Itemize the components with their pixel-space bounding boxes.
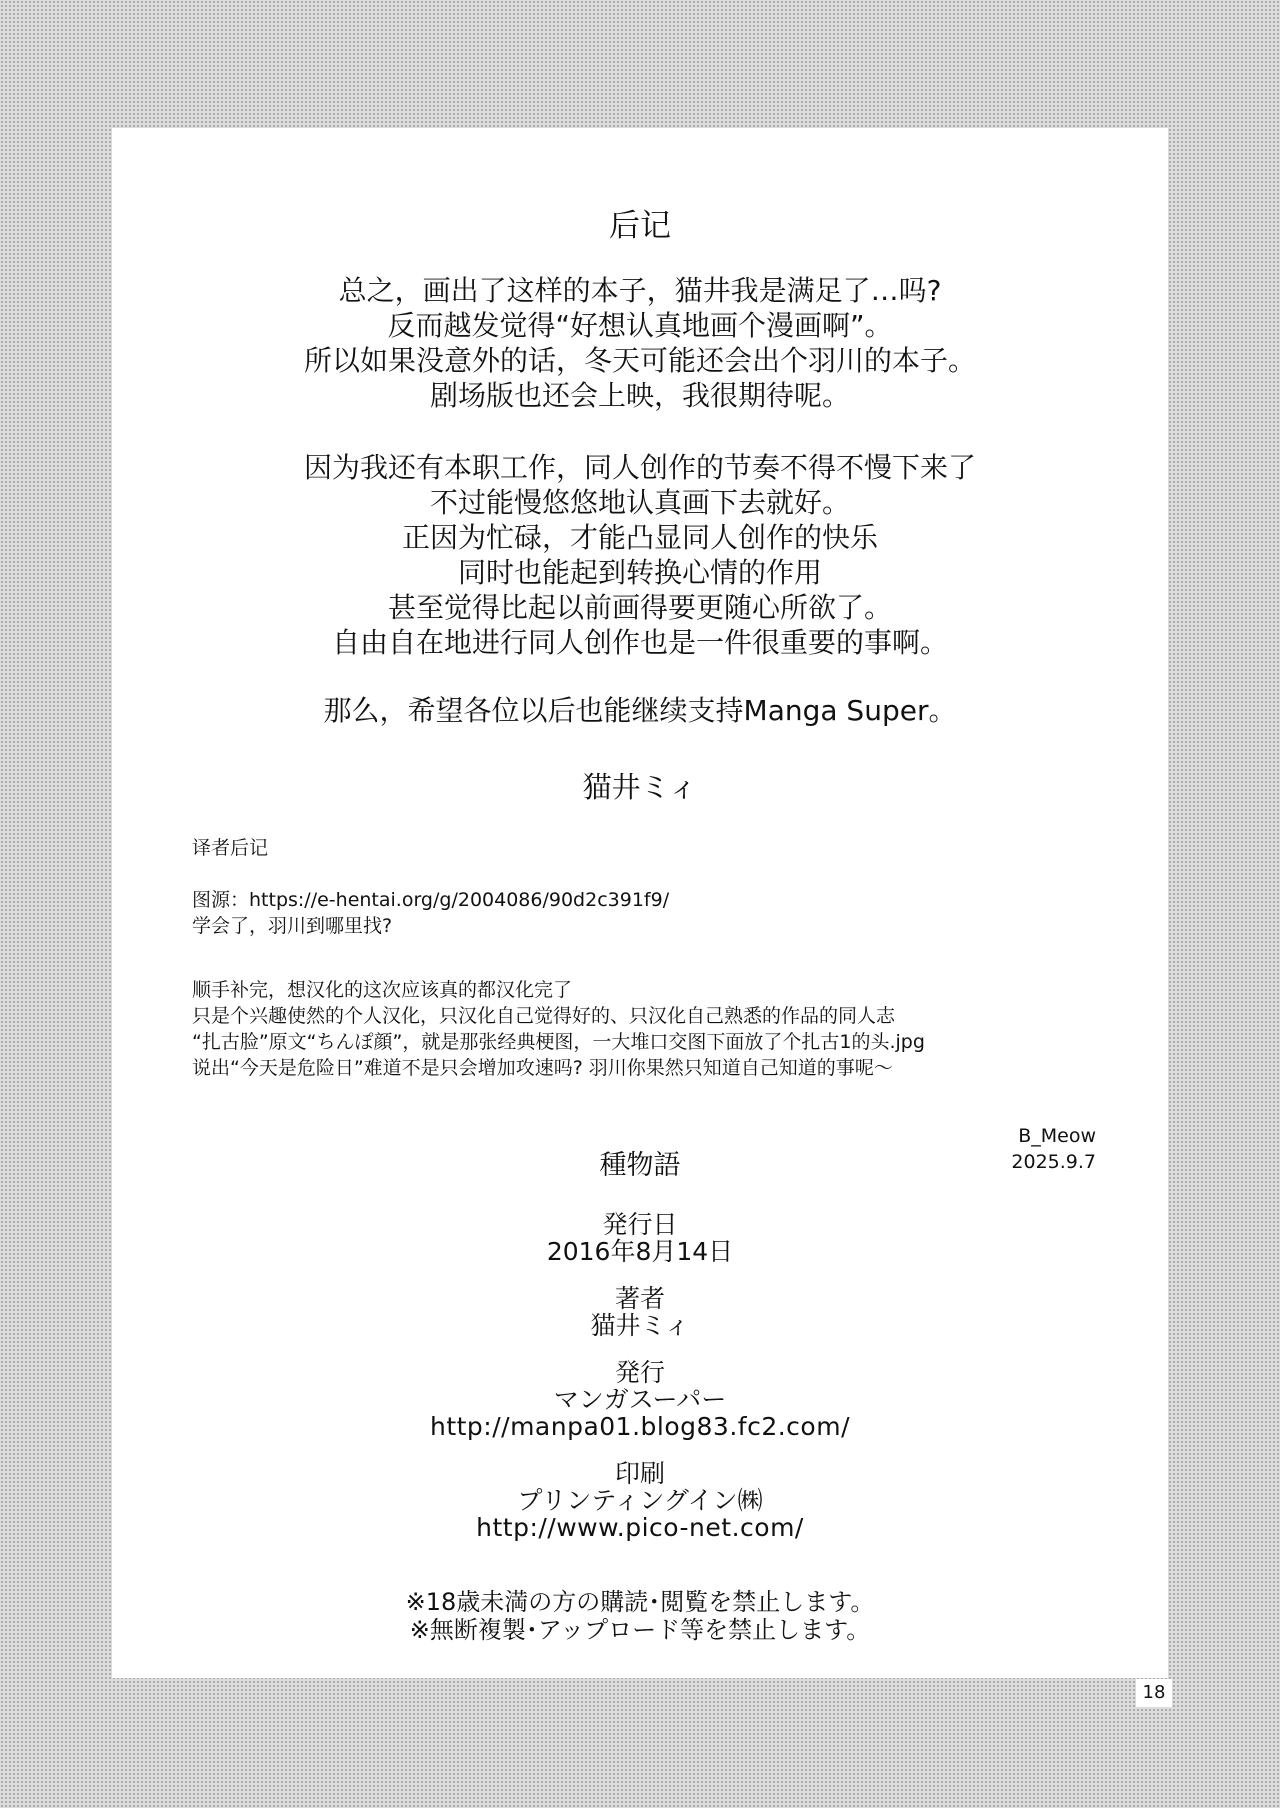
afterword-paragraph-2 bbox=[112, 450, 1168, 660]
translation-date: 2025.9.7 bbox=[1011, 1151, 1096, 1173]
text-line: 顺手补完，想汉化的这次应该真的都汉化完了 bbox=[192, 979, 573, 1001]
release-group bbox=[112, 1211, 1168, 1265]
text-line: 甚至觉得比起以前画得要更随心所欲了。 bbox=[387, 591, 892, 624]
source-line: 图源：https://e-hentai.org/g/2004086/90d2c391f9/ bbox=[192, 889, 670, 911]
book-title: 種物語 bbox=[599, 1150, 681, 1181]
author-group bbox=[112, 1285, 1168, 1339]
afterword-title: 后记 bbox=[609, 208, 671, 244]
age-warning: ※18歳未満の方の購読･閲覧を禁止します。 bbox=[405, 1588, 875, 1616]
author-label: 著者 bbox=[614, 1284, 665, 1313]
colophon bbox=[112, 1152, 1168, 1561]
translator-note-title: 译者后记 bbox=[192, 837, 269, 859]
text-line: 总之，画出了这样的本子，猫井我是满足了…吗? bbox=[338, 274, 942, 307]
text-line: 学会了，羽川到哪里找? bbox=[192, 915, 393, 937]
text-line: 说出“今天是危险日”难道不是只会增加攻速吗? 羽川你果然只知道自己知道的事呢～ bbox=[192, 1057, 893, 1079]
release-label: 発行日 bbox=[602, 1210, 678, 1239]
printer-group bbox=[112, 1460, 1168, 1541]
content-panel bbox=[112, 128, 1168, 1678]
publisher-group bbox=[112, 1359, 1168, 1440]
text-line: “扎古脸”原文“ちんぽ顔”，就是那张经典梗图，一大堆口交图下面放了个扎古1的头.jpg bbox=[192, 1031, 925, 1053]
publisher-name: マンガスーパー bbox=[553, 1385, 727, 1414]
printer-url: http://www.pico-net.com/ bbox=[476, 1513, 804, 1542]
author-signature: 猫井ミィ bbox=[582, 770, 698, 804]
release-date: 2016年8月14日 bbox=[546, 1237, 734, 1266]
translator-note-source bbox=[192, 887, 669, 939]
text-line: 反而越发觉得“好想认真地画个漫画啊”。 bbox=[387, 309, 893, 342]
afterword-paragraph-3: 那么，希望各位以后也能继续支持Manga Super。 bbox=[323, 694, 957, 727]
printer-label: 印刷 bbox=[614, 1459, 665, 1488]
printer-name: プリンティングイン㈱ bbox=[517, 1486, 763, 1515]
author-name: 猫井ミィ bbox=[590, 1311, 690, 1340]
translator-name: B_Meow bbox=[1018, 1125, 1096, 1147]
text-line: 只是个兴趣使然的个人汉化，只汉化自己觉得好的、只汉化自己熟悉的作品的同人志 bbox=[192, 1005, 896, 1027]
legal-warnings bbox=[112, 1588, 1168, 1644]
text-line: 同时也能起到转换心情的作用 bbox=[457, 556, 822, 589]
text-line: 自由自在地进行同人创作也是一件很重要的事啊。 bbox=[331, 626, 948, 659]
text-line: 因为我还有本职工作，同人创作的节奏不得不慢下来了 bbox=[303, 451, 976, 484]
translator-notes bbox=[192, 977, 925, 1081]
text-line: 不过能慢悠悠地认真画下去就好。 bbox=[429, 486, 850, 519]
copy-warning: ※無断複製･アップロード等を禁止します。 bbox=[409, 1616, 871, 1644]
publisher-url: http://manpa01.blog83.fc2.com/ bbox=[429, 1412, 850, 1441]
page-number: 18 bbox=[1136, 1679, 1172, 1707]
publisher-label: 発行 bbox=[614, 1358, 665, 1387]
text-line: 剧场版也还会上映，我很期待呢。 bbox=[429, 379, 850, 412]
text-line: 正因为忙碌，才能凸显同人创作的快乐 bbox=[401, 521, 878, 554]
text-line: 所以如果没意外的话，冬天可能还会出个羽川的本子。 bbox=[303, 344, 976, 377]
afterword-paragraph-1 bbox=[112, 273, 1168, 413]
